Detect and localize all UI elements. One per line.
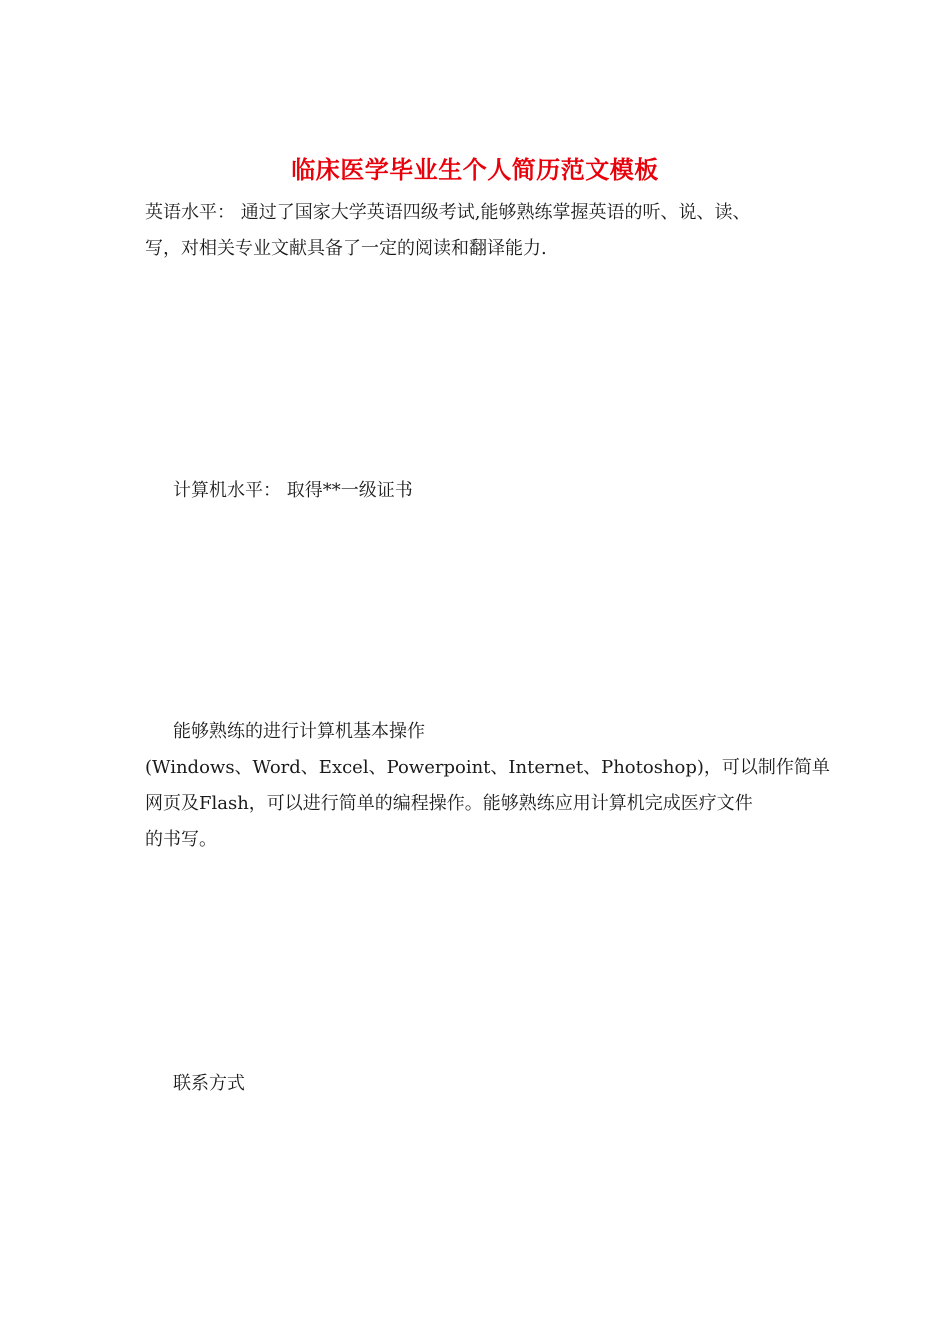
- english-level-line-1: 英语水平： 通过了国家大学英语四级考试,能够熟练掌握英语的听、说、读、: [145, 202, 751, 223]
- contact-heading: 联系方式: [173, 1073, 245, 1094]
- computer-level-text: 计算机水平： 取得**一级证书: [173, 480, 413, 501]
- computer-skills-line-2: (Windows、Word、Excel、Powerpoint、Internet、Photoshop)，可以制作简单: [145, 757, 830, 778]
- computer-skills-line-4: 的书写。: [145, 829, 217, 850]
- document-title: 临床医学毕业生个人简历范文模板: [291, 155, 659, 184]
- contact-section: [145, 1066, 810, 1102]
- english-level-paragraph: [145, 195, 810, 267]
- computer-level-paragraph: [145, 473, 810, 509]
- computer-skills-line-3: 网页及Flash，可以进行简单的编程操作。能够熟练应用计算机完成医疗文件: [145, 793, 753, 814]
- computer-skills-line-1: 能够熟练的进行计算机基本操作: [173, 721, 425, 742]
- computer-skills-paragraph: [145, 714, 830, 858]
- english-level-line-2: 写，对相关专业文献具备了一定的阅读和翻译能力.: [145, 238, 547, 259]
